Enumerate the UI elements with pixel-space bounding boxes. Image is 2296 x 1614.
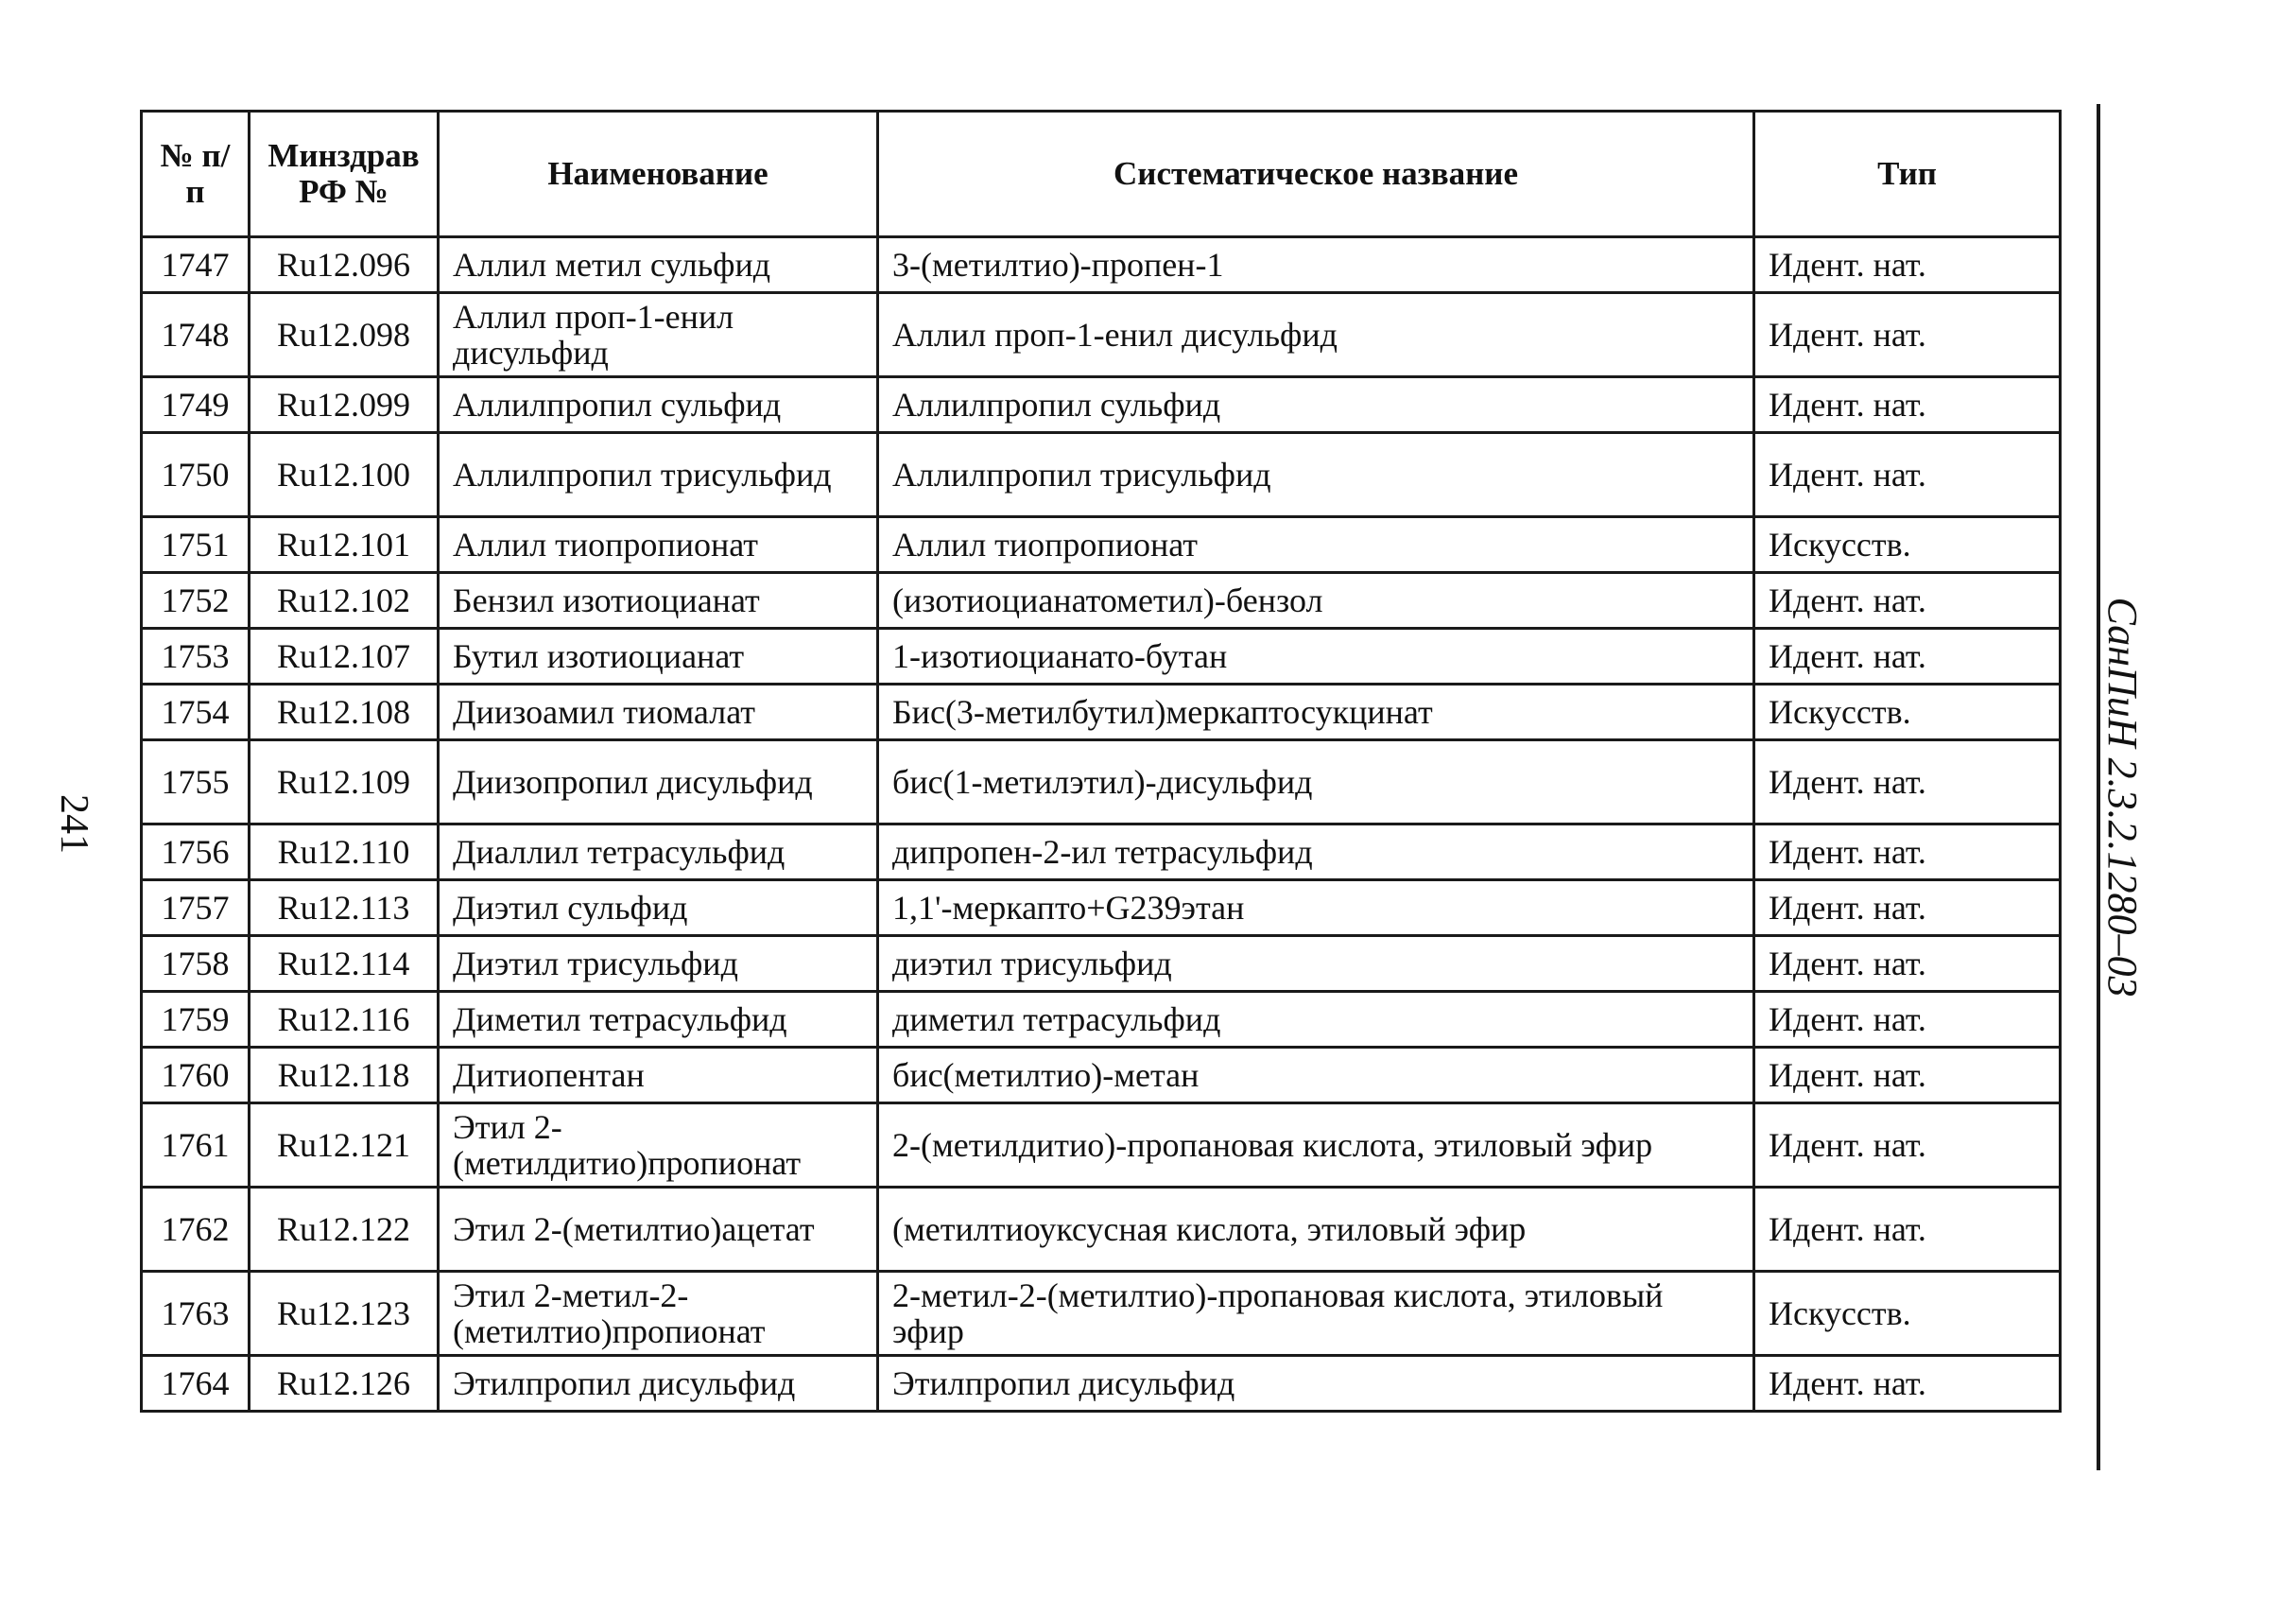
cell-type: Искусств. <box>1754 1272 2061 1356</box>
cell-type: Идент. нат. <box>1754 293 2061 377</box>
cell-name: Диэтил сульфид <box>439 880 878 936</box>
table-row <box>142 740 2061 824</box>
cell-num: 1759 <box>142 992 250 1048</box>
cell-systematic: Аллил проп-1-енил дисульфид <box>878 293 1754 377</box>
cell-num: 1753 <box>142 629 250 685</box>
cell-num: 1752 <box>142 573 250 629</box>
cell-type: Идент. нат. <box>1754 880 2061 936</box>
cell-systematic: Аллил тиопропионат <box>878 517 1754 573</box>
cell-systematic: бис(1-метилэтил)-дисульфид <box>878 740 1754 824</box>
cell-name: Этил 2-(метилдитио)пропионат <box>439 1103 878 1188</box>
cell-num: 1758 <box>142 936 250 992</box>
cell-systematic: 3-(метилтио)-пропен-1 <box>878 237 1754 293</box>
cell-systematic: Этилпропил дисульфид <box>878 1356 1754 1412</box>
cell-name: Диэтил трисульфид <box>439 936 878 992</box>
cell-code: Ru12.123 <box>250 1272 439 1356</box>
cell-code: Ru12.102 <box>250 573 439 629</box>
cell-code: Ru12.126 <box>250 1356 439 1412</box>
cell-name: Диизопропил дисульфид <box>439 740 878 824</box>
flavoring-substances-table <box>140 110 2062 1413</box>
cell-type: Идент. нат. <box>1754 377 2061 433</box>
cell-type: Идент. нат. <box>1754 936 2061 992</box>
cell-systematic: Аллилпропил трисульфид <box>878 433 1754 517</box>
cell-type: Искусств. <box>1754 517 2061 573</box>
cell-type: Идент. нат. <box>1754 573 2061 629</box>
cell-systematic: (метилтиоуксусная кислота, этиловый эфир <box>878 1188 1754 1272</box>
cell-code: Ru12.108 <box>250 685 439 740</box>
cell-name: Аллилпропил трисульфид <box>439 433 878 517</box>
cell-code: Ru12.098 <box>250 293 439 377</box>
cell-code: Ru12.116 <box>250 992 439 1048</box>
cell-name: Бутил изотиоцианат <box>439 629 878 685</box>
cell-systematic: 1,1'-меркапто+G239этан <box>878 880 1754 936</box>
cell-type: Идент. нат. <box>1754 237 2061 293</box>
header-code: Минздрав РФ № <box>250 112 439 237</box>
cell-type: Идент. нат. <box>1754 1188 2061 1272</box>
cell-name: Этил 2-метил-2-(метилтио)пропионат <box>439 1272 878 1356</box>
table-row <box>142 629 2061 685</box>
cell-num: 1749 <box>142 377 250 433</box>
cell-num: 1760 <box>142 1048 250 1103</box>
cell-systematic: бис(метилтио)-метан <box>878 1048 1754 1103</box>
cell-code: Ru12.113 <box>250 880 439 936</box>
cell-systematic: 1-изотиоцианато-бутан <box>878 629 1754 685</box>
table-row <box>142 880 2061 936</box>
cell-systematic: Бис(3-метилбутил)меркаптосукцинат <box>878 685 1754 740</box>
cell-num: 1755 <box>142 740 250 824</box>
cell-name: Бензил изотиоцианат <box>439 573 878 629</box>
cell-num: 1754 <box>142 685 250 740</box>
table-row <box>142 992 2061 1048</box>
cell-code: Ru12.096 <box>250 237 439 293</box>
cell-num: 1761 <box>142 1103 250 1188</box>
table-row <box>142 824 2061 880</box>
cell-name: Дитиопентан <box>439 1048 878 1103</box>
cell-code: Ru12.107 <box>250 629 439 685</box>
cell-systematic: Аллилпропил сульфид <box>878 377 1754 433</box>
cell-systematic: (изотиоцианатометил)-бензол <box>878 573 1754 629</box>
page-number: 241 <box>52 794 95 854</box>
table-row <box>142 433 2061 517</box>
header-type: Тип <box>1754 112 2061 237</box>
cell-num: 1747 <box>142 237 250 293</box>
table-row <box>142 1188 2061 1272</box>
cell-type: Идент. нат. <box>1754 629 2061 685</box>
table-row <box>142 1272 2061 1356</box>
cell-code: Ru12.100 <box>250 433 439 517</box>
table-row <box>142 377 2061 433</box>
cell-code: Ru12.099 <box>250 377 439 433</box>
cell-type: Идент. нат. <box>1754 992 2061 1048</box>
cell-num: 1756 <box>142 824 250 880</box>
cell-type: Идент. нат. <box>1754 740 2061 824</box>
cell-name: Диизоамил тиомалат <box>439 685 878 740</box>
cell-systematic: диметил тетрасульфид <box>878 992 1754 1048</box>
cell-systematic: диэтил трисульфид <box>878 936 1754 992</box>
cell-systematic: 2-(метилдитио)-пропановая кислота, этиловый эфир <box>878 1103 1754 1188</box>
table-row <box>142 1103 2061 1188</box>
cell-num: 1750 <box>142 433 250 517</box>
cell-type: Идент. нат. <box>1754 1356 2061 1412</box>
cell-num: 1764 <box>142 1356 250 1412</box>
cell-code: Ru12.110 <box>250 824 439 880</box>
table-header-row <box>142 112 2061 237</box>
cell-name: Диаллил тетрасульфид <box>439 824 878 880</box>
cell-name: Этил 2-(метилтио)ацетат <box>439 1188 878 1272</box>
cell-num: 1757 <box>142 880 250 936</box>
cell-type: Идент. нат. <box>1754 824 2061 880</box>
table-row <box>142 1356 2061 1412</box>
table-row <box>142 573 2061 629</box>
cell-systematic: дипропен-2-ил тетрасульфид <box>878 824 1754 880</box>
table-row <box>142 1048 2061 1103</box>
cell-type: Идент. нат. <box>1754 1048 2061 1103</box>
cell-code: Ru12.101 <box>250 517 439 573</box>
cell-num: 1751 <box>142 517 250 573</box>
table-row <box>142 685 2061 740</box>
cell-code: Ru12.121 <box>250 1103 439 1188</box>
table-row <box>142 237 2061 293</box>
header-num: № п/п <box>142 112 250 237</box>
cell-code: Ru12.122 <box>250 1188 439 1272</box>
cell-name: Аллилпропил сульфид <box>439 377 878 433</box>
cell-name: Этилпропил дисульфид <box>439 1356 878 1412</box>
cell-code: Ru12.118 <box>250 1048 439 1103</box>
cell-num: 1762 <box>142 1188 250 1272</box>
table-row <box>142 517 2061 573</box>
cell-code: Ru12.114 <box>250 936 439 992</box>
cell-type: Идент. нат. <box>1754 433 2061 517</box>
cell-name: Аллил метил сульфид <box>439 237 878 293</box>
cell-name: Аллил проп-1-енил дисульфид <box>439 293 878 377</box>
cell-num: 1748 <box>142 293 250 377</box>
cell-name: Диметил тетрасульфид <box>439 992 878 1048</box>
cell-systematic: 2-метил-2-(метилтио)-пропановая кислота, этиловый эфир <box>878 1272 1754 1356</box>
header-name: Наименование <box>439 112 878 237</box>
document-code: СанПиН 2.3.2.1280–03 <box>2099 597 2146 998</box>
table-row <box>142 293 2061 377</box>
cell-type: Искусств. <box>1754 685 2061 740</box>
table-row <box>142 936 2061 992</box>
header-systematic: Систематическое название <box>878 112 1754 237</box>
cell-code: Ru12.109 <box>250 740 439 824</box>
cell-name: Аллил тиопропионат <box>439 517 878 573</box>
cell-type: Идент. нат. <box>1754 1103 2061 1188</box>
cell-num: 1763 <box>142 1272 250 1356</box>
